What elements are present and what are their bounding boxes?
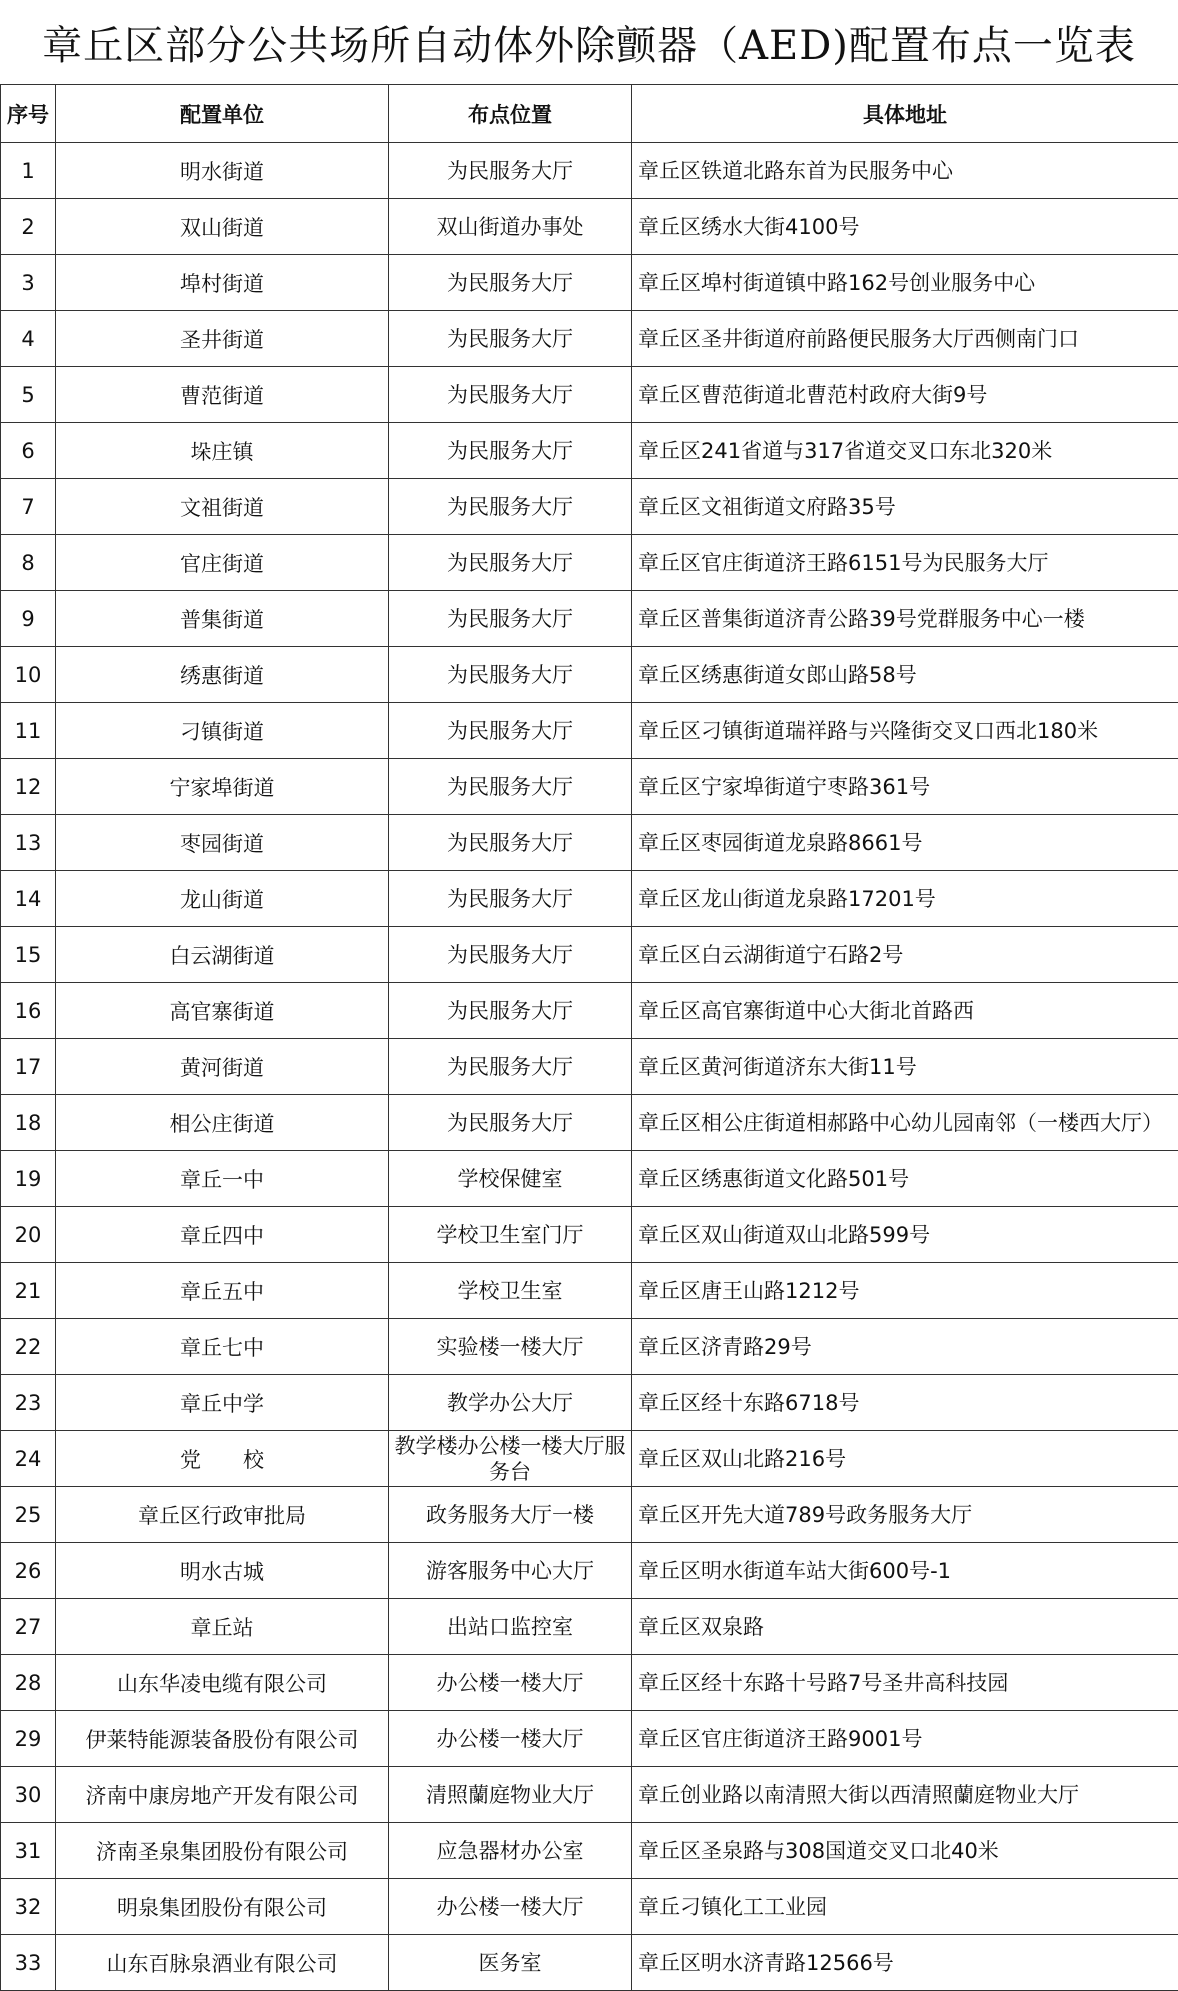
row-location: 医务室 [389,1935,632,1991]
row-unit: 明水古城 [56,1543,389,1599]
row-location: 为民服务大厅 [389,927,632,983]
table-row [1,1767,1178,1823]
row-number: 13 [1,815,56,871]
row-address: 章丘区经十东路十号路7号圣井高科技园 [632,1655,1178,1711]
table-row [1,1431,1178,1487]
header-location: 布点位置 [389,85,632,143]
row-unit: 济南中康房地产开发有限公司 [56,1767,389,1823]
header-number: 序号 [1,85,56,143]
row-location: 为民服务大厅 [389,1095,632,1151]
row-unit: 章丘区行政审批局 [56,1487,389,1543]
row-address: 章丘区相公庄街道相郝路中心幼儿园南邻（一楼西大厅） [632,1095,1178,1151]
row-address: 章丘区唐王山路1212号 [632,1263,1178,1319]
row-location: 为民服务大厅 [389,647,632,703]
row-unit: 绣惠街道 [56,647,389,703]
row-number: 21 [1,1263,56,1319]
row-address: 章丘区白云湖街道宁石路2号 [632,927,1178,983]
table-row [1,1207,1178,1263]
row-location: 应急器材办公室 [389,1823,632,1879]
row-number: 22 [1,1319,56,1375]
row-number: 11 [1,703,56,759]
row-address: 章丘区绣惠街道文化路501号 [632,1151,1178,1207]
table-row [1,1599,1178,1655]
row-unit: 圣井街道 [56,311,389,367]
row-unit: 埠村街道 [56,255,389,311]
row-address: 章丘区明水济青路12566号 [632,1935,1178,1991]
row-unit: 高官寨街道 [56,983,389,1039]
table-row [1,927,1178,983]
row-unit: 龙山街道 [56,871,389,927]
row-address: 章丘区圣泉路与308国道交叉口北40米 [632,1823,1178,1879]
table-row [1,1375,1178,1431]
row-location: 游客服务中心大厅 [389,1543,632,1599]
row-address: 章丘区文祖街道文府路35号 [632,479,1178,535]
table-row [1,1095,1178,1151]
table-row [1,1879,1178,1935]
row-address: 章丘区绣惠街道女郎山路58号 [632,647,1178,703]
row-location: 为民服务大厅 [389,703,632,759]
row-number: 8 [1,535,56,591]
row-location: 实验楼一楼大厅 [389,1319,632,1375]
row-address: 章丘区241省道与317省道交叉口东北320米 [632,423,1178,479]
row-unit: 普集街道 [56,591,389,647]
aed-table [0,84,1178,1991]
table-row [1,1935,1178,1991]
row-location: 为民服务大厅 [389,143,632,199]
row-unit: 章丘中学 [56,1375,389,1431]
table-row [1,199,1178,255]
row-address: 章丘区铁道北路东首为民服务中心 [632,143,1178,199]
table-row [1,255,1178,311]
row-location: 为民服务大厅 [389,1039,632,1095]
row-unit: 相公庄街道 [56,1095,389,1151]
table-row [1,815,1178,871]
row-address: 章丘区官庄街道济王路6151号为民服务大厅 [632,535,1178,591]
row-unit: 明泉集团股份有限公司 [56,1879,389,1935]
table-row [1,1823,1178,1879]
table-row [1,143,1178,199]
row-number: 15 [1,927,56,983]
table-row [1,591,1178,647]
header-address: 具体地址 [632,85,1178,143]
row-unit: 曹范街道 [56,367,389,423]
row-address: 章丘区双山北路216号 [632,1431,1178,1487]
row-address: 章丘区黄河街道济东大街11号 [632,1039,1178,1095]
table-row [1,1319,1178,1375]
row-number: 31 [1,1823,56,1879]
table-row [1,1039,1178,1095]
table-row [1,759,1178,815]
row-location: 学校卫生室 [389,1263,632,1319]
table-row [1,1711,1178,1767]
table-row [1,871,1178,927]
row-number: 19 [1,1151,56,1207]
row-unit: 黄河街道 [56,1039,389,1095]
row-address: 章丘创业路以南清照大街以西清照蘭庭物业大厅 [632,1767,1178,1823]
row-location: 教学办公大厅 [389,1375,632,1431]
row-number: 4 [1,311,56,367]
row-location: 学校卫生室门厅 [389,1207,632,1263]
row-number: 1 [1,143,56,199]
row-location: 学校保健室 [389,1151,632,1207]
table-row [1,703,1178,759]
row-number: 30 [1,1767,56,1823]
row-number: 18 [1,1095,56,1151]
row-unit: 伊莱特能源装备股份有限公司 [56,1711,389,1767]
row-location: 为民服务大厅 [389,311,632,367]
row-number: 25 [1,1487,56,1543]
row-number: 12 [1,759,56,815]
table-row [1,367,1178,423]
row-unit: 宁家埠街道 [56,759,389,815]
row-location: 为民服务大厅 [389,367,632,423]
row-location: 办公楼一楼大厅 [389,1711,632,1767]
row-unit: 垛庄镇 [56,423,389,479]
row-unit: 明水街道 [56,143,389,199]
row-unit: 章丘五中 [56,1263,389,1319]
row-location: 为民服务大厅 [389,983,632,1039]
row-address: 章丘区普集街道济青公路39号党群服务中心一楼 [632,591,1178,647]
row-unit: 章丘四中 [56,1207,389,1263]
row-address: 章丘区明水街道车站大街600号-1 [632,1543,1178,1599]
row-address: 章丘区圣井街道府前路便民服务大厅西侧南门口 [632,311,1178,367]
row-unit: 章丘一中 [56,1151,389,1207]
table-row [1,311,1178,367]
row-address: 章丘刁镇化工工业园 [632,1879,1178,1935]
table-row [1,423,1178,479]
row-number: 27 [1,1599,56,1655]
row-number: 5 [1,367,56,423]
row-unit: 官庄街道 [56,535,389,591]
row-unit: 党 校 [56,1431,389,1487]
row-location: 为民服务大厅 [389,871,632,927]
row-location: 为民服务大厅 [389,423,632,479]
row-unit: 刁镇街道 [56,703,389,759]
row-location: 办公楼一楼大厅 [389,1655,632,1711]
row-location: 为民服务大厅 [389,759,632,815]
row-number: 14 [1,871,56,927]
row-number: 9 [1,591,56,647]
row-address: 章丘区刁镇街道瑞祥路与兴隆街交叉口西北180米 [632,703,1178,759]
row-address: 章丘区枣园街道龙泉路8661号 [632,815,1178,871]
row-number: 7 [1,479,56,535]
row-address: 章丘区埠村街道镇中路162号创业服务中心 [632,255,1178,311]
row-number: 20 [1,1207,56,1263]
row-address: 章丘区开先大道789号政务服务大厅 [632,1487,1178,1543]
row-address: 章丘区曹范街道北曹范村政府大街9号 [632,367,1178,423]
row-unit: 章丘站 [56,1599,389,1655]
row-address: 章丘区高官寨街道中心大街北首路西 [632,983,1178,1039]
table-row [1,479,1178,535]
row-unit: 文祖街道 [56,479,389,535]
row-address: 章丘区双山街道双山北路599号 [632,1207,1178,1263]
row-number: 10 [1,647,56,703]
row-number: 28 [1,1655,56,1711]
row-unit: 章丘七中 [56,1319,389,1375]
row-unit: 白云湖街道 [56,927,389,983]
row-number: 24 [1,1431,56,1487]
table-row [1,535,1178,591]
row-unit: 山东华凌电缆有限公司 [56,1655,389,1711]
header-unit: 配置单位 [56,85,389,143]
table-row [1,1263,1178,1319]
row-number: 16 [1,983,56,1039]
row-location: 出站口监控室 [389,1599,632,1655]
table-row [1,1543,1178,1599]
row-unit: 双山街道 [56,199,389,255]
row-address: 章丘区龙山街道龙泉路17201号 [632,871,1178,927]
row-unit: 枣园街道 [56,815,389,871]
page-title: 章丘区部分公共场所自动体外除颤器（AED)配置布点一览表 [0,0,1178,84]
table-row [1,1151,1178,1207]
table-row [1,1655,1178,1711]
row-location: 为民服务大厅 [389,591,632,647]
table-header-row [1,85,1178,143]
row-location: 为民服务大厅 [389,815,632,871]
row-number: 32 [1,1879,56,1935]
row-number: 23 [1,1375,56,1431]
row-location: 清照蘭庭物业大厅 [389,1767,632,1823]
table-row [1,647,1178,703]
row-address: 章丘区双泉路 [632,1599,1178,1655]
row-address: 章丘区官庄街道济王路9001号 [632,1711,1178,1767]
row-location: 办公楼一楼大厅 [389,1879,632,1935]
row-number: 2 [1,199,56,255]
table-row [1,1487,1178,1543]
row-location: 为民服务大厅 [389,255,632,311]
row-number: 29 [1,1711,56,1767]
row-address: 章丘区绣水大街4100号 [632,199,1178,255]
row-unit: 济南圣泉集团股份有限公司 [56,1823,389,1879]
row-location: 为民服务大厅 [389,535,632,591]
row-location: 双山街道办事处 [389,199,632,255]
row-address: 章丘区济青路29号 [632,1319,1178,1375]
table-row [1,983,1178,1039]
row-location: 为民服务大厅 [389,479,632,535]
row-number: 3 [1,255,56,311]
row-number: 17 [1,1039,56,1095]
row-number: 26 [1,1543,56,1599]
row-location: 政务服务大厅一楼 [389,1487,632,1543]
row-number: 33 [1,1935,56,1991]
row-address: 章丘区宁家埠街道宁枣路361号 [632,759,1178,815]
row-unit: 山东百脉泉酒业有限公司 [56,1935,389,1991]
row-address: 章丘区经十东路6718号 [632,1375,1178,1431]
table-body [1,143,1178,1991]
row-number: 6 [1,423,56,479]
row-location: 教学楼办公楼一楼大厅服务台 [389,1431,632,1487]
